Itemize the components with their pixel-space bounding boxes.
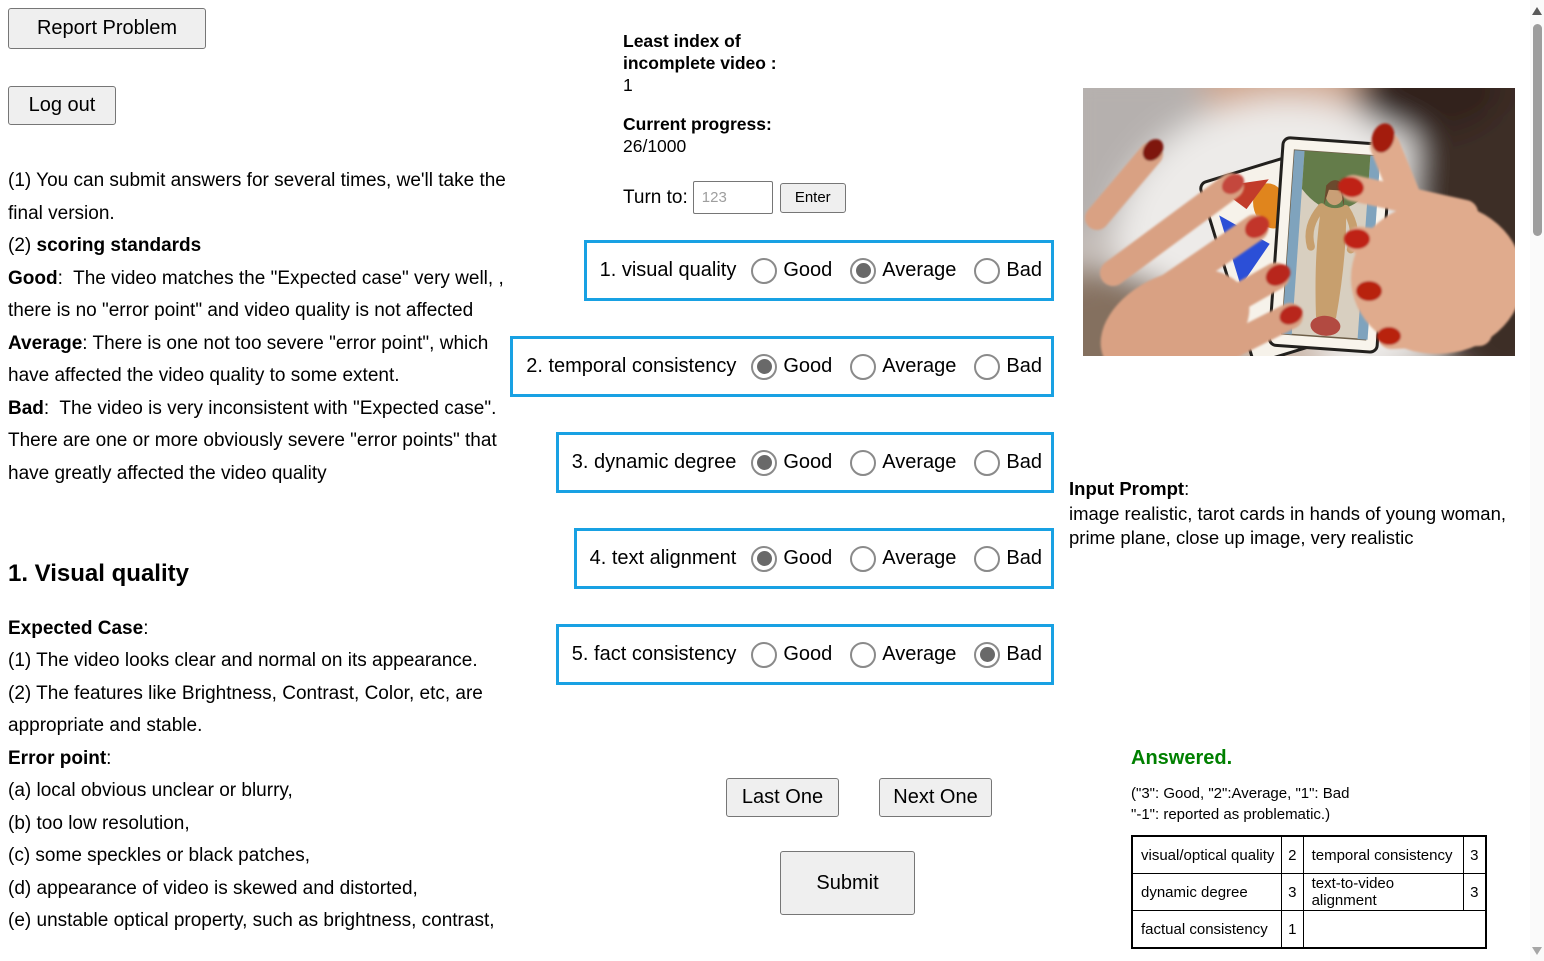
rating-5-option-average[interactable] xyxy=(850,642,956,668)
radio-good-icon[interactable] xyxy=(751,642,777,668)
progress-info xyxy=(623,30,846,214)
rating-label: 4. text alignment xyxy=(589,547,737,569)
option-label: Average xyxy=(882,451,957,473)
option-label: Bad xyxy=(1006,643,1042,665)
option-label: Good xyxy=(783,643,833,665)
radio-good-icon[interactable] xyxy=(751,546,777,572)
rating-2-option-average[interactable] xyxy=(850,354,956,380)
rating-5-option-bad[interactable] xyxy=(974,642,1042,668)
rating-2-option-good[interactable] xyxy=(751,354,832,380)
radio-good-icon[interactable] xyxy=(751,354,777,380)
scrollbar-down-icon[interactable] xyxy=(1532,947,1542,955)
logout-button[interactable]: Log out xyxy=(8,86,116,125)
enter-button[interactable]: Enter xyxy=(780,183,846,213)
paragraph: (1) You can submit answers for several times, we'll take the final version. xyxy=(8,170,506,224)
least-index-label: Least index of incomplete video : xyxy=(623,31,777,73)
rating-rows xyxy=(510,240,1054,685)
turn-to-label: Turn to: xyxy=(623,186,688,208)
paragraph: (e) unstable optical property, such as brightness, contrast, xyxy=(8,910,495,932)
option-label: Bad xyxy=(1006,451,1042,473)
paragraph: (c) some speckles or black patches, xyxy=(8,845,311,867)
rating-3-option-average[interactable] xyxy=(850,450,956,476)
radio-good-icon[interactable] xyxy=(751,450,777,476)
tarot-video-illustration xyxy=(1083,88,1515,356)
least-index-value: 1 xyxy=(623,75,633,95)
option-label: Average xyxy=(882,643,957,665)
rating-1-option-good[interactable] xyxy=(751,258,832,284)
table-row xyxy=(1132,911,1486,949)
radio-bad-icon[interactable] xyxy=(974,642,1000,668)
option-label: Good xyxy=(783,547,833,569)
rating-1-option-bad[interactable] xyxy=(974,258,1042,284)
rating-label: 2. temporal consistency xyxy=(526,355,737,377)
metric-label-cell: temporal consistency xyxy=(1303,836,1463,874)
paragraph: (1) The video looks clear and normal on its appearance. xyxy=(8,650,478,672)
option-label: Bad xyxy=(1006,547,1042,569)
rating-4-option-average[interactable] xyxy=(850,546,956,572)
rating-3-option-bad[interactable] xyxy=(974,450,1042,476)
input-prompt-block xyxy=(1069,477,1535,551)
rating-row-1 xyxy=(584,240,1054,301)
option-label: Average xyxy=(882,259,957,281)
rating-5-option-good[interactable] xyxy=(751,642,832,668)
rating-row-3 xyxy=(556,432,1054,493)
last-one-button[interactable]: Last One xyxy=(726,778,839,817)
metric-value-cell: 3 xyxy=(1463,836,1486,874)
instructions-panel xyxy=(8,8,513,938)
table-row xyxy=(1132,836,1486,874)
visual-quality-heading: 1. Visual quality xyxy=(8,560,189,587)
rating-2-option-bad[interactable] xyxy=(974,354,1042,380)
input-prompt-colon: : xyxy=(1184,478,1190,499)
rating-row-5 xyxy=(556,624,1054,685)
paragraph: Error point: xyxy=(8,747,112,769)
metric-label-cell: factual consistency xyxy=(1132,911,1281,949)
rating-label: 3. dynamic degree xyxy=(571,451,737,473)
paragraph: (2) The features like Brightness, Contrast, Color, etc, are appropriate and stable. xyxy=(8,682,483,737)
table-row xyxy=(1132,874,1486,911)
radio-average-icon[interactable] xyxy=(850,354,876,380)
paragraph: (b) too low resolution, xyxy=(8,812,190,834)
option-label: Good xyxy=(783,355,833,377)
scrollbar-up-icon[interactable] xyxy=(1532,7,1542,15)
current-progress-label: Current progress: xyxy=(623,114,772,134)
video-preview[interactable] xyxy=(1083,88,1515,356)
option-label: Average xyxy=(882,547,957,569)
paragraph: Expected Case: xyxy=(8,617,149,639)
radio-bad-icon[interactable] xyxy=(974,258,1000,284)
scrollbar-thumb[interactable] xyxy=(1533,24,1542,236)
current-progress-value: 26/1000 xyxy=(623,136,687,156)
rating-label: 1. visual quality xyxy=(599,259,737,281)
radio-bad-icon[interactable] xyxy=(974,354,1000,380)
turn-to-input[interactable] xyxy=(693,181,773,214)
metric-value-cell: 2 xyxy=(1281,836,1303,874)
answered-panel xyxy=(1131,747,1487,949)
answered-note xyxy=(1131,783,1487,825)
answered-status: Answered. xyxy=(1131,747,1233,769)
rating-label: 5. fact consistency xyxy=(571,643,737,665)
input-prompt-label: Input Prompt xyxy=(1069,478,1185,499)
radio-average-icon[interactable] xyxy=(850,258,876,284)
radio-good-icon[interactable] xyxy=(751,258,777,284)
rating-row-2 xyxy=(510,336,1054,397)
scoring-instructions-text xyxy=(8,165,513,490)
metric-value-cell: 3 xyxy=(1463,874,1486,911)
paragraph: Bad: The video is very inconsistent with "Expected case". There are one or more obviously severe "error points" that have greatly affected the video quality xyxy=(8,397,497,484)
paragraph: Average: There is one not too severe "error point", which have affected the video quality to some extent. xyxy=(8,332,489,386)
radio-bad-icon[interactable] xyxy=(974,546,1000,572)
radio-bad-icon[interactable] xyxy=(974,450,1000,476)
answered-table xyxy=(1131,835,1487,949)
option-label: Good xyxy=(783,451,833,473)
option-label: Average xyxy=(882,355,957,377)
visual-quality-criteria-text xyxy=(8,613,513,938)
next-one-button[interactable]: Next One xyxy=(879,778,992,817)
input-prompt-text: image realistic, tarot cards in hands of young woman, prime plane, close up image, very realistic xyxy=(1069,502,1507,548)
rating-4-option-good[interactable] xyxy=(751,546,832,572)
paragraph: Good: The video matches the "Expected case" very well, , there is no "error point" and video quality is not affected xyxy=(8,267,504,321)
radio-average-icon[interactable] xyxy=(850,642,876,668)
answered-note-line2: "-1": reported as problematic.) xyxy=(1131,806,1331,823)
report-problem-button[interactable]: Report Problem xyxy=(8,8,206,49)
option-label: Bad xyxy=(1006,355,1042,377)
radio-average-icon[interactable] xyxy=(850,546,876,572)
submit-button[interactable]: Submit xyxy=(780,851,915,915)
paragraph: (2) scoring standards xyxy=(8,235,202,256)
rating-3-option-good[interactable] xyxy=(751,450,832,476)
metric-value-cell: 1 xyxy=(1281,911,1303,949)
empty-cell xyxy=(1303,911,1486,949)
answered-note-line1: ("3": Good, "2":Average, "1": Bad xyxy=(1131,785,1350,802)
metric-label-cell: visual/optical quality xyxy=(1132,836,1281,874)
metric-value-cell: 3 xyxy=(1281,874,1303,911)
paragraph: (d) appearance of video is skewed and distorted, xyxy=(8,877,418,899)
option-label: Good xyxy=(783,259,833,281)
rating-1-option-average[interactable] xyxy=(850,258,956,284)
rating-4-option-bad[interactable] xyxy=(974,546,1042,572)
rating-row-4 xyxy=(574,528,1054,589)
option-label: Bad xyxy=(1006,259,1042,281)
paragraph: (a) local obvious unclear or blurry, xyxy=(8,780,293,802)
metric-label-cell: dynamic degree xyxy=(1132,874,1281,911)
vertical-scrollbar[interactable] xyxy=(1530,0,1544,961)
metric-label-cell: text-to-video alignment xyxy=(1303,874,1463,911)
radio-average-icon[interactable] xyxy=(850,450,876,476)
